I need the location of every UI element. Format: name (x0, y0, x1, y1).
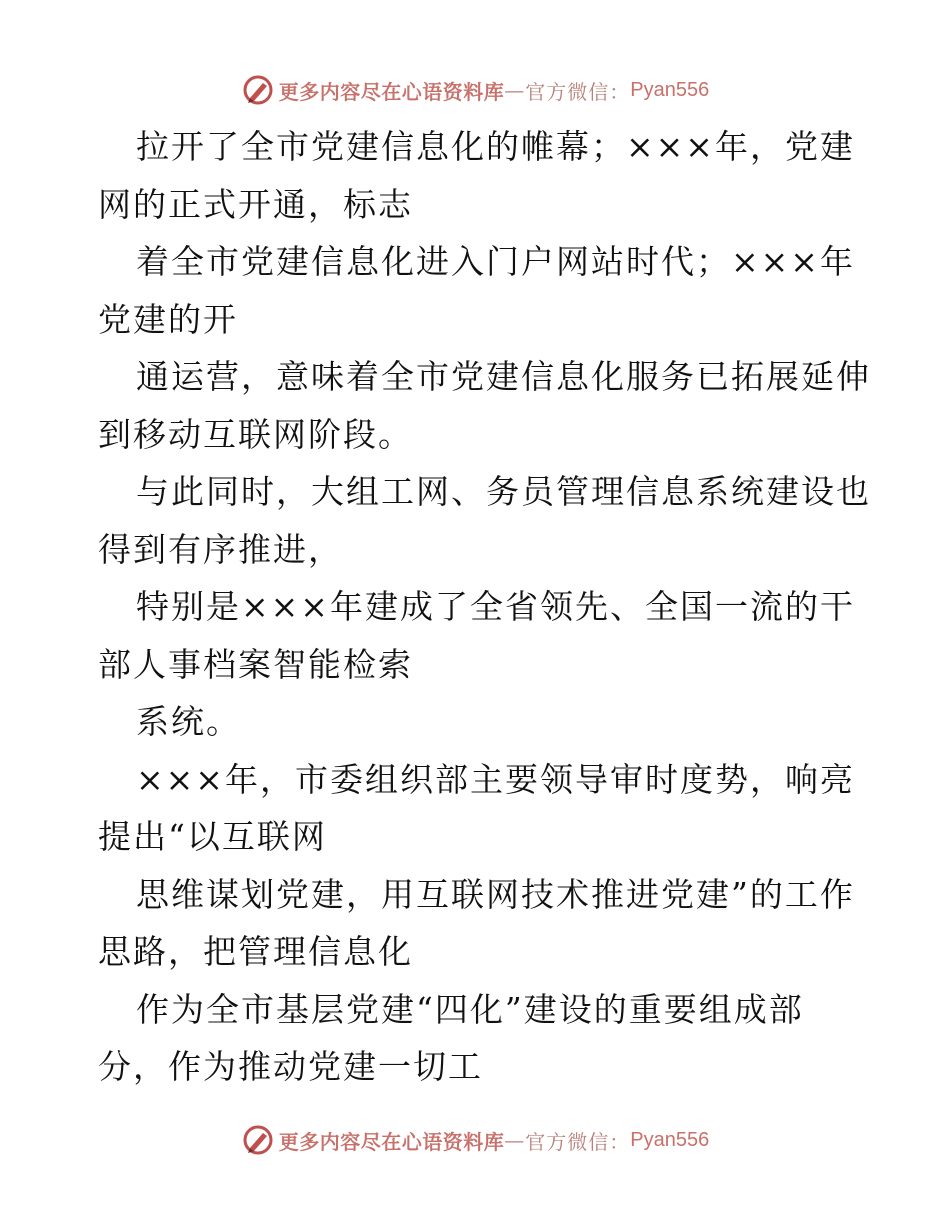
line-text: 分，作为推动党建一切工 (98, 1047, 483, 1086)
text-line (98, 176, 858, 234)
line-text: 提出“以互联网 (98, 817, 327, 856)
pen-logo-icon (241, 73, 275, 107)
line-text: 与此同时，大组工网、务员管理信息系统建设也 (136, 472, 871, 511)
text-line (98, 751, 858, 809)
footer-banner-sub: 官方微信： (525, 1129, 631, 1154)
text-line (98, 521, 858, 579)
line-text: 拉开了全市党建信息化的帷幕；×××年，党建 (136, 127, 855, 166)
footer-banner-text: 更多内容尽在心语资料库 (278, 1129, 505, 1154)
pen-logo-icon (241, 1123, 275, 1157)
footer-banner (0, 1120, 950, 1160)
text-line (98, 118, 858, 176)
line-text: 网的正式开通，标志 (98, 184, 413, 224)
text-line (98, 693, 858, 751)
text-line (98, 923, 858, 981)
header-banner-sub: 官方微信： (525, 79, 631, 104)
header-banner-id: Pyan556 (630, 78, 710, 101)
text-line (98, 233, 858, 291)
text-line (98, 348, 871, 406)
line-text: 思路，把管理信息化 (98, 932, 413, 971)
text-line (98, 463, 871, 521)
header-banner-separator: — (504, 78, 526, 102)
footer-banner-id: Pyan556 (630, 1128, 710, 1151)
text-line (98, 291, 858, 349)
text-line (98, 636, 858, 694)
line-text: ×××年，市委组织部主要领导审时度势，响亮 (136, 759, 855, 799)
header-banner (0, 70, 950, 110)
line-text: 思维谋划党建，用互联网技术推进党建”的工作 (136, 874, 855, 914)
line-text: 部人事档案智能检索 (98, 644, 413, 684)
line-text: 得到有序推进， (98, 529, 343, 569)
line-text: 通运营，意味着全市党建信息化服务已拓展延伸 (136, 357, 871, 396)
text-line (98, 981, 858, 1039)
text-line (98, 808, 858, 866)
text-line (98, 866, 858, 924)
footer-banner-separator: — (504, 1128, 526, 1152)
line-text: 到移动互联网阶段。 (98, 414, 413, 454)
text-line (98, 406, 858, 464)
line-text: 作为全市基层党建“四化”建设的重要组成部 (136, 989, 804, 1029)
line-text: 特别是×××年建成了全省领先、全国一流的干 (136, 587, 855, 626)
text-line (98, 578, 858, 636)
line-text: 系统。 (136, 702, 241, 741)
document-body (98, 118, 871, 1096)
line-text: 着全市党建信息化进入门户网站时代；×××年 (136, 242, 855, 281)
header-banner-text: 更多内容尽在心语资料库 (278, 79, 505, 104)
line-text: 党建的开 (98, 299, 238, 339)
text-line (98, 1038, 858, 1096)
